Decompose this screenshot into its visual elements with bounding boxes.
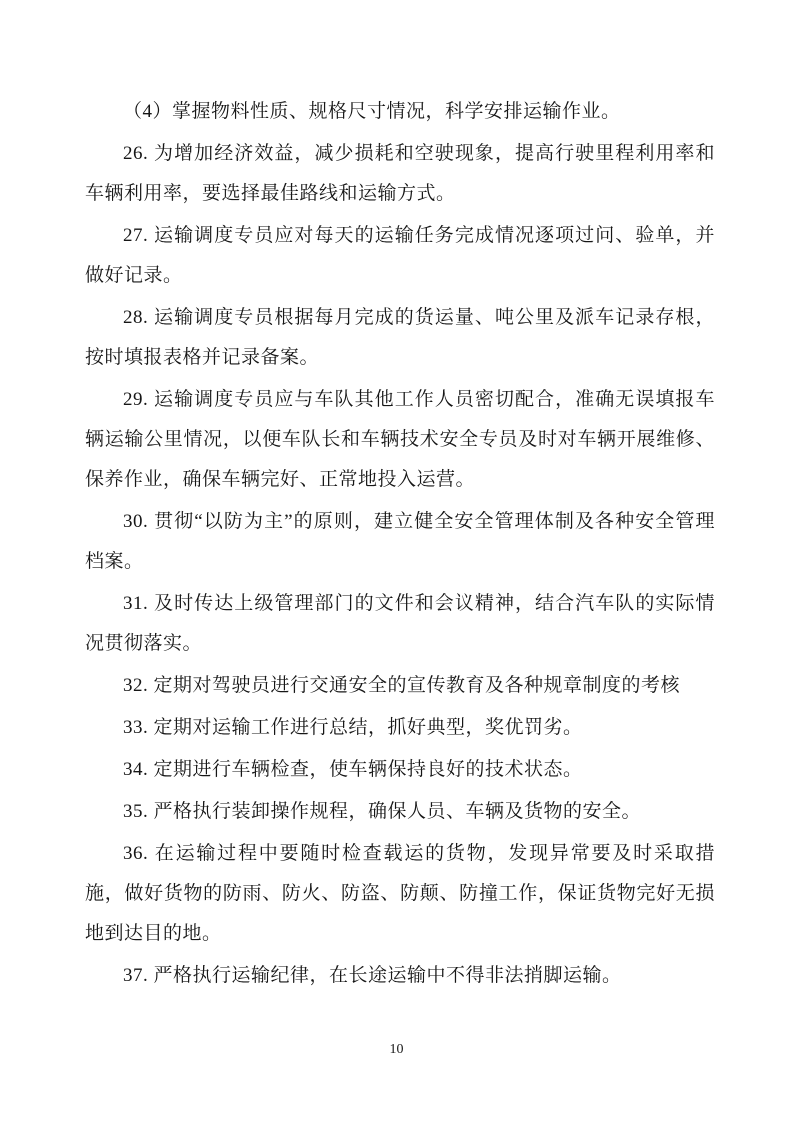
paragraph-30: 30. 贯彻“以防为主”的原则，建立健全安全管理体制及各种安全管理档案。 — [85, 511, 715, 572]
paragraph-29: 29. 运输调度专员应与车队其他工作人员密切配合，准确无误填报车辆运输公里情况，以便车队长和车辆技术安全专员及时对车辆开展维修、保养作业，确保车辆完好、正常地投入运营。 — [85, 389, 715, 490]
paragraph-28: 28. 运输调度专员根据每月完成的货运量、吨公里及派车记录存根，按时填报表格并记录备案。 — [85, 307, 715, 368]
paragraph-26: 26. 为增加经济效益，减少损耗和空驶现象，提高行驶里程利用率和车辆利用率，要选择最佳路线和运输方式。 — [85, 143, 715, 204]
paragraph-32: 32. 定期对驾驶员进行交通安全的宣传教育及各种规章制度的考核 — [123, 675, 681, 696]
paragraph-35: 35. 严格执行装卸操作规程，确保人员、车辆及货物的安全。 — [123, 801, 642, 822]
paragraph-34: 34. 定期进行车辆检查，使车辆保持良好的技术状态。 — [123, 759, 583, 780]
document-body — [85, 92, 715, 998]
paragraph-27: 27. 运输调度专员应对每天的运输任务完成情况逐项过问、验单，并做好记录。 — [85, 225, 715, 286]
paragraph-33: 33. 定期对运输工作进行总结，抓好典型，奖优罚劣。 — [123, 717, 583, 738]
paragraph-37: 37. 严格执行运输纪律，在长途运输中不得非法捎脚运输。 — [123, 965, 622, 986]
paragraph-36: 36. 在运输过程中要随时检查载运的货物，发现异常要及时采取措施，做好货物的防雨、防火、防盗、防颠、防撞工作，保证货物完好无损地到达目的地。 — [85, 843, 715, 944]
paragraph-item-4: （4）掌握物料性质、规格尺寸情况，科学安排运输作业。 — [123, 101, 621, 122]
page-number: 10 — [389, 1042, 404, 1057]
paragraph-31: 31. 及时传达上级管理部门的文件和会议精神，结合汽车队的实际情况贯彻落实。 — [85, 593, 715, 654]
